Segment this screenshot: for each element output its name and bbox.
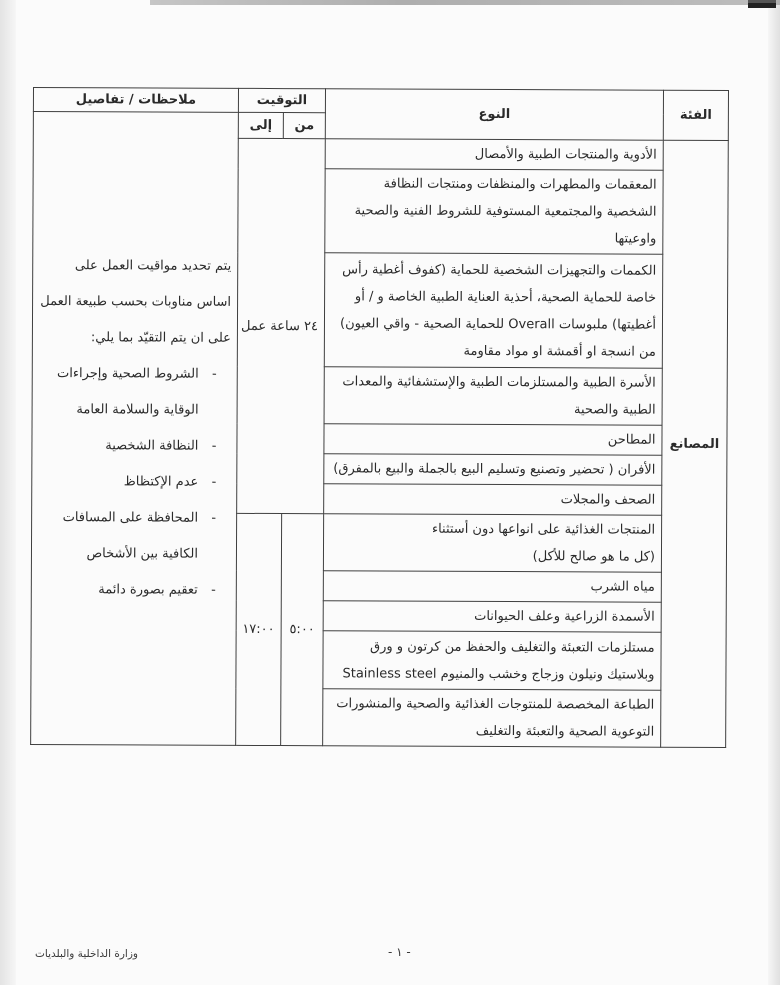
type-cell: مياه الشرب — [323, 571, 661, 602]
type-cell: الأفران ( تحضير وتصنيع وتسليم البيع بالجملة والبيع بالمفرق) — [324, 454, 662, 485]
scan-artifact-strip — [150, 0, 780, 5]
from-column-header: من — [283, 113, 325, 139]
type-cell: الأسرة الطبية والمستلزمات الطبية والإستشفائية والمعدات الطبية والصحية — [324, 367, 662, 425]
type-cell: المنتجات الغذائية على انواعها دون أستثناء (كل ما هو صالح للأكل) — [323, 514, 661, 572]
page-left-shadow — [0, 0, 16, 985]
footer-ministry-label: وزارة الداخلية والبلديات — [35, 948, 138, 960]
notes-intro: يتم تحديد مواقيت العمل على اساس مناوبات بحسب طبيعة العمل على ان يتم التقيّد بما يلي: — [40, 258, 232, 346]
type-column-header: النوع — [325, 89, 663, 140]
notes-item: - الشروط الصحية وإجراءات الوقاية والسلامة العامة — [39, 356, 217, 429]
timing-column-header: التوقيت — [238, 88, 325, 112]
footer-page-number: - ١ - — [388, 945, 411, 959]
notes-column-header: ملاحظات / تفاصيل — [33, 87, 238, 112]
header-row-1 — [33, 87, 728, 114]
schedule-table-container — [30, 87, 728, 748]
schedule-table — [30, 87, 729, 748]
type-cell: الأسمدة الزراعية وعلف الحيوانات — [323, 601, 661, 632]
type-cell: الكممات والتجهيزات الشخصية للحماية (كفوف أغطية رأس خاصة للحماية الصحية، أحذية العناية الطبية الخاصة و / أو أغطيتها) ملبوسات Overall للحماية الصحية - واقي العيون) من انسجة او أقمشة او مواد مقاومة — [324, 253, 662, 368]
type-cell: المعقمات والمطهرات والمنظفات ومنتجات النظافة الشخصية والمجتمعية المستوفية للشروط الفنية والصحية واوعيتها — [325, 169, 663, 254]
timing-24h-cell: ٢٤ ساعة عمل — [237, 138, 326, 513]
type-cell: الأدوية والمنتجات الطبية والأمصال — [325, 139, 663, 170]
notes-item: - تعقيم بصورة دائمة — [38, 572, 216, 609]
notes-item: - النظافة الشخصية — [38, 428, 216, 465]
type-cell: الصحف والمجلات — [324, 484, 662, 515]
type-cell: الطباعة المخصصة للمنتوجات الغذائية والصحية والمنشورات التوعوية الصحية والتعبئة والتغليف — [323, 689, 661, 747]
page-right-shadow — [768, 0, 780, 985]
notes-cell — [31, 111, 239, 745]
to-time-cell: ١٧:٠٠ — [236, 513, 282, 745]
notes-item: - عدم الإكتظاظ — [38, 464, 216, 501]
notes-list — [38, 356, 231, 609]
category-value-cell: المصانع — [661, 140, 729, 747]
notes-body — [38, 248, 232, 609]
notes-item: - المحافظة على المسافات الكافية بين الأشخاص — [38, 500, 216, 573]
scan-artifact-block — [748, 0, 776, 8]
category-column-header: الفئة — [663, 90, 728, 140]
type-cell: المطاحن — [324, 424, 662, 455]
to-column-header: إلى — [238, 112, 283, 138]
type-cell: مستلزمات التعبئة والتغليف والحفظ من كرتون و ورق وبلاستيك ونيلون وزجاج وخشب والمنيوم Stainless steel — [323, 631, 661, 690]
from-time-cell: ٥:٠٠ — [281, 514, 324, 746]
